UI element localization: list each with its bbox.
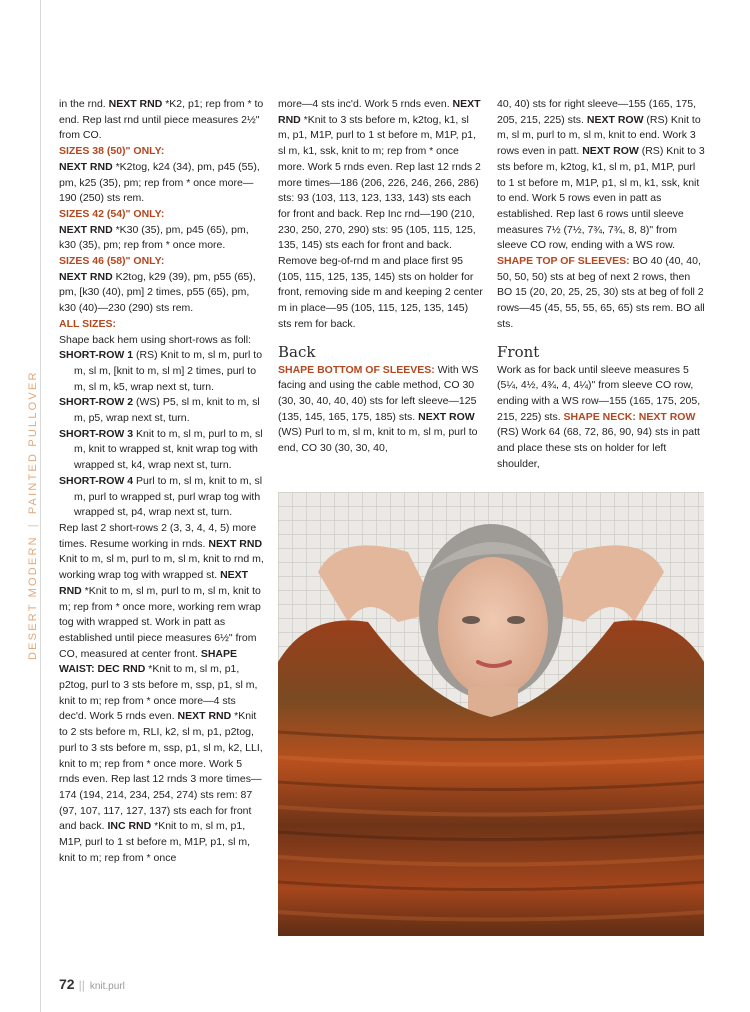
site-name: knit.purl — [89, 981, 125, 992]
short-row-3: SHORT-ROW 3 Knit to m, sl m, purl to m, sl m, knit to wrapped st, knit wrap tog with wrapped st, k4, wrap next st, turn. — [59, 427, 263, 472]
page-number: 72 — [59, 976, 75, 992]
para: NEXT RND *K2tog, k24 (34), pm, p45 (55), pm, k25 (35), pm; rep from * once more—190 (250) sts rem. — [59, 160, 260, 205]
page-footer — [59, 976, 125, 995]
short-row-4: SHORT-ROW 4 Purl to m, sl m, knit to m, sl m, purl to wrapped st, purl wrap tog with wrapped st, p4, wrap next st, turn. — [59, 474, 263, 519]
model-photo — [278, 492, 704, 936]
para: NEXT RND *K30 (35), pm, p45 (65), pm, k30 (35), pm; rep from * once more. — [59, 223, 249, 252]
size-heading: SIZES 42 (54)" ONLY: — [59, 207, 165, 220]
section-heading-front: Front — [497, 342, 540, 361]
text-column-3 — [497, 97, 705, 472]
para: in the rnd. NEXT RND *K2, p1; rep from * to end. Rep last rnd until piece measures 2½" from CO. — [59, 98, 264, 142]
photo-illustration — [278, 492, 704, 936]
margin-rule — [40, 0, 41, 1012]
para: Rep last 2 short-rows 2 (3, 3, 4, 4, 5) more times. Resume working in rnds. NEXT RND Knit to m, sl m, purl to m, sl m, knit to rnd m, working wrap tog with wrapped st. NEXT RND *Knit to m, sl m, purl to m, sl m, knit to m; rep from * once more, working rem wrap tog with wrapped st. Work in patt as established until piece measures 6½" from CO, measured at center front. SHAPE WAIST: DEC RND *Knit to m, sl m, p1, p2tog, purl to 3 sts before m, ssp, p1, sl m, knit to m; rep from * once more—4 sts dec'd. Work 5 rnds even. NEXT RND *Knit to 2 sts before m, RLI, k2, sl m, p1, p2tog, purl to 3 sts before m, ssp, p1, sl m, k2, LLI, knit to m; rep from * once more. Work 5 rnds even. Rep last 12 rnds 3 more times—174 (194, 214, 234, 254, 274) sts rem: 87 (97, 107, 117, 127, 137) sts each for front and back. INC RND *Knit to m, sl m, p1, M1P, purl to 1 st before m, M1P, p1, sl m, knit to m; rep from * once — [59, 521, 264, 864]
size-heading: ALL SIZES: — [59, 317, 116, 330]
short-row-1: SHORT-ROW 1 (RS) Knit to m, sl m, purl to m, sl m, [knit to m, sl m] 2 times, purl to m, sl m, k5, wrap next st, turn. — [59, 349, 263, 393]
text-column-1 — [59, 97, 265, 866]
short-row-2: SHORT-ROW 2 (WS) P5, sl m, knit to m, sl m, p5, wrap next st, turn. — [59, 396, 260, 425]
size-heading: SIZES 38 (50)" ONLY: — [59, 145, 165, 158]
text-column-2 — [278, 97, 483, 457]
footer-separator: || — [78, 978, 85, 992]
section-heading-back: Back — [278, 342, 316, 361]
para: NEXT RND K2tog, k29 (39), pm, p55 (65), pm, [k30 (40), pm] 2 times, p55 (65), pm, k30 (40)—230 (290) sts rem. — [59, 270, 256, 315]
size-heading: SIZES 46 (58)" ONLY: — [59, 255, 165, 268]
face — [438, 557, 548, 697]
para: more—4 sts inc'd. Work 5 rnds even. NEXT RND *Knit to 3 sts before m, k2tog, k1, sl m, p1, M1P, purl to 1 st before m, M1P, p1, sl m, k1, ssk, knit to m; rep from * once more. Work 5 rnds even. Rep last 12 rnds 2 more times—186 (206, 226, 246, 266, 286) sts: 93 (103, 113, 123, 133, 143) sts each for front and back. Rep Inc rnd—190 (210, 230, 250, 270, 290) sts: 95 (105, 115, 125, 135, 145) sts each for front and back. Remove beg-of-rnd m and place first 95 (105, 115, 125, 135, 145) sts on holder for front, removing side m and keeping 2 center m in place—95 (105, 115, 125, 135, 145) sts rem for back. — [278, 98, 483, 330]
para: Work as for back until sleeve measures 5 (5¼, 4½, 4¾, 4, 4¼)" from sleeve CO row, ending with a WS row—155 (165, 175, 205, 215, 225) sts. SHAPE NECK: NEXT ROW (RS) Work 64 (68, 72, 86, 90, 94) sts in patt and place these sts on holder for left shoulder, — [497, 363, 701, 470]
para: SHAPE BOTTOM OF SLEEVES: With WS facing and using the cable method, CO 30 (30, 30, 40, 40, 40) sts for left sleeve—125 (135, 145, 165, 175, 185) sts. NEXT ROW (WS) Purl to m, sl m, knit to m, sl m, purl to end, CO 30 (30, 30, 40, — [278, 363, 479, 455]
para: Shape back hem using short-rows as foll: — [59, 333, 252, 346]
running-header-vertical — [26, 370, 40, 660]
section-label: DESERT MODERN — [27, 535, 39, 660]
label-separator: | — [27, 522, 39, 528]
pattern-label: PAINTED PULLOVER — [27, 370, 39, 515]
para: 40, 40) sts for right sleeve—155 (165, 175, 205, 215, 225) sts. NEXT ROW (RS) Knit to m, sl m, purl to m, sl m, knit to end. Work 3 rows even in patt. NEXT ROW (RS) Knit to 3 sts before m, k2tog, k1, sl m, p1, M1P, purl to 1 st before m, M1P, p1, sl m, k1, ssk, knit to end. Work 5 rows even in patt as established. Rep last 6 rows until sleeve measures 7½ (7½, 7¾, 7¾, 8, 8)" from sleeve CO row, ending with a WS row. SHAPE TOP OF SLEEVES: BO 40 (40, 40, 50, 50, 50) sts at beg of next 2 rows, then BO 15 (20, 20, 25, 25, 30) sts at beg of foll 2 rows—45 (45, 55, 55, 65, 65) sts rem. BO all sts. — [497, 98, 705, 330]
